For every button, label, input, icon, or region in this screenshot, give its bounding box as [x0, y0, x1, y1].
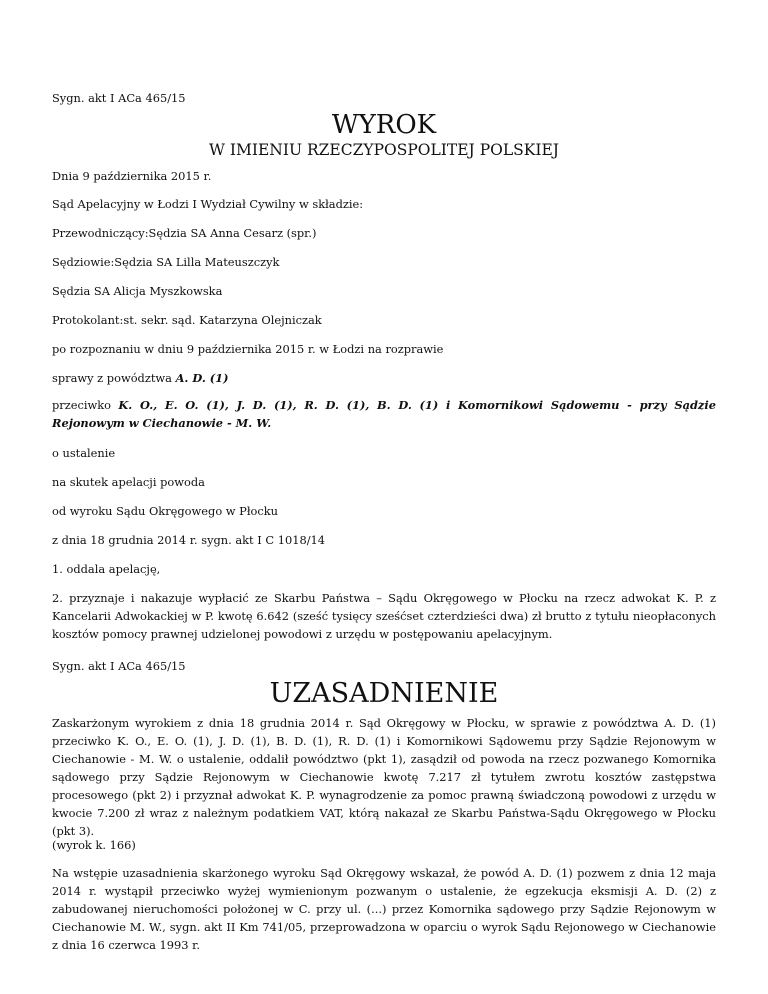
appeal-basis: na skutek apelacji powoda [52, 475, 205, 489]
justification-paragraph-1: Zaskarżonym wyrokiem z dnia 18 grudnia 2014 r. Sąd Okręgowy w Płocku, w sprawie z powództwa A. D. (1) przeciwko K. O., E. O. (1), J. D. (1), B. D. (1), R. D. (1) i Komornikowi Sądowemu przy Sądzie Rejonowym w Ciechanowie - M. W. o ustalenie, oddalił powództwo (pkt 1), zasądził od powoda na rzecz pozwanego Komornika sądowego przy Sądzie Rejonowym w Ciechanowie kwotę 7.217 zł tytułem zwrotu kosztów zastępstwa procesowego (pkt 2) i przyznał adwokat K. P. wynagrodzenie za pomoc prawną świadczoną powodowi z urzędu w kwocie 7.200 zł wraz z należnym podatkiem VAT, którą nakazał ze Skarbu Państwa-Sądu Okręgowego w Płocku (pkt 3). [52, 716, 716, 838]
court-composition: Sąd Apelacyjny w Łodzi I Wydział Cywilny w składzie: [52, 197, 364, 211]
record-reference: (wyrok k. 166) [52, 838, 136, 852]
judges-line-2: Sędzia SA Alicja Myszkowska [52, 284, 223, 298]
justification-title: UZASADNIENIE [269, 678, 499, 709]
lower-court-judgment: od wyroku Sądu Okręgowego w Płocku [52, 504, 278, 518]
presiding-judge: Przewodniczący:Sędzia SA Anna Cesarz (spr.) [52, 226, 317, 240]
ruling-point-2: 2. przyznaje i nakazuje wypłacić ze Skarbu Państwa – Sądu Okręgowego w Płocku na rzecz adwokat K. P. z Kancelarii Adwokackiej w P. kwotę 6.642 (sześć tysięcy sześćset czterdzieści dwa) zł brutto z tytułu nieopłaconych kosztów pomocy prawnej udzielonej powodowi z urzędu w postępowaniu apelacyjnym. [52, 591, 716, 641]
judges-line-1: Sędziowie:Sędzia SA Lilla Mateuszczyk [52, 255, 280, 269]
court-clerk: Protokolant:st. sekr. sąd. Katarzyna Olejniczak [52, 313, 322, 327]
plaintiff-name: A. D. (1) [175, 371, 229, 385]
case-number-mid: Sygn. akt I ACa 465/15 [52, 659, 186, 673]
case-number-top: Sygn. akt I ACa 465/15 [52, 91, 186, 105]
against-prefix: przeciwko [52, 398, 119, 412]
judgment-title: WYROK [331, 110, 437, 140]
defendants-names: K. O., E. O. (1), J. D. (1), R. D. (1), B. D. (1) i Komornikowi Sądowemu - przy Sądzie Rejonowym w Ciechanowie - M. W. [52, 398, 716, 430]
ruling-point-1: 1. oddala apelację, [52, 562, 161, 576]
judgment-date: Dnia 9 października 2015 r. [52, 169, 212, 183]
judgment-subtitle: W IMIENIU RZECZYPOSPOLITEJ POLSKIEJ [209, 141, 559, 159]
case-subject: o ustalenie [52, 446, 116, 460]
justification-paragraph-2: Na wstępie uzasadnienia skarżonego wyroku Sąd Okręgowy wskazał, że powód A. D. (1) pozwem z dnia 12 maja 2014 r. wystąpił przeciwko wyżej wymienionym pozwanym o ustalenie, że egzekucja eksmisji A. D. (2) z zabudowanej nieruchomości położonej w C. przy ul. (...) przez Komornika sądowego przy Sądzie Rejonowym w Ciechanowie M. W., sygn. akt II Km 741/05, przeprowadzona w oparciu o wyrok Sądu Rejonowego w Ciechanowie z dnia 16 czerwca 1993 r. [52, 866, 716, 952]
hearing-info: po rozpoznaniu w dniu 9 października 2015 r. w Łodzi na rozprawie [52, 342, 444, 356]
case-plaintiff-line [52, 369, 228, 387]
defendants-paragraph [52, 396, 716, 432]
case-prefix: sprawy z powództwa [52, 371, 176, 385]
lower-judgment-date: z dnia 18 grudnia 2014 r. sygn. akt I C 1018/14 [52, 533, 326, 547]
